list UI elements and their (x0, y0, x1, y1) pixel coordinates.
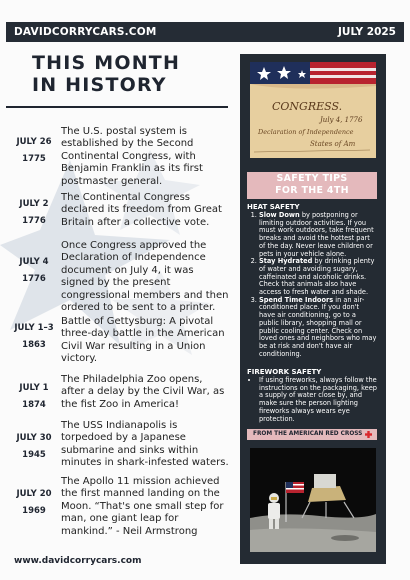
declaration-flag-image (250, 62, 376, 158)
list-item: 1. Slow Down by postponing or limiting outdoor activities. If you must work outdoors, take frequent breaks and avoid the hottest part of the day. Never leave children or pets in your vehicle alone. (259, 212, 377, 258)
list-item: 3. Spend Time Indoors in an air-conditioned place. If you don't have air conditioning, go to a public library, shopping mall or public cooling center. Check on loved ones and neighbors who may be at risk and don't have air conditioning. (259, 297, 377, 359)
event-text: The Apollo 11 mission achieved the first manned landing on the Moon. “That's one small step for man, one giant leap for mankind.” - Neil Armstrong (61, 476, 224, 537)
page-title (32, 52, 180, 96)
event-date: JULY 1–3 1863 (14, 323, 54, 350)
event-date: JULY 26 1775 (16, 137, 52, 164)
header-bar (6, 22, 404, 42)
event-date: JULY 20 1969 (16, 489, 52, 516)
footer-website-link[interactable]: www.davidcorrycars.com (14, 556, 142, 566)
site-name: DAVIDCORRYCARS.COM (14, 26, 157, 38)
title-line-1: THIS MONTH (32, 52, 181, 74)
heat-safety-title: HEAT SAFETY (247, 203, 300, 211)
event-text: The Continental Congress declared its freedom from Great Britain after a collective vote. (61, 192, 222, 228)
credit-text: FROM THE AMERICAN RED CROSS (253, 431, 363, 437)
event-text: Once Congress approved the Declaration of Independence document on July 4, it was signed by the present congressional members and then ordered to be sent to a printer. (61, 240, 229, 314)
title-line-2: IN HISTORY (32, 74, 167, 96)
firework-safety-title: FIREWORK SAFETY (247, 368, 322, 376)
issue-month: JULY 2025 (338, 26, 396, 38)
svg-text:July 4, 1776: July 4, 1776 (320, 116, 363, 124)
svg-text:States of Am: States of Am (310, 140, 356, 148)
event-date: JULY 4 1776 (19, 257, 49, 284)
moon-landing-image (250, 448, 376, 552)
safety-tips-heading: SAFETY TIPS FOR THE 4TH (247, 172, 377, 199)
svg-text:CONGRESS.: CONGRESS. (272, 100, 343, 113)
event-text: The U.S. postal system is established by the Second Continental Congress, with Benjamin Franklin as its first postmaster general. (61, 126, 203, 187)
red-cross-credit (247, 429, 377, 440)
svg-text:Declaration of Independence: Declaration of Independence (258, 128, 354, 136)
event-date: JULY 2 1776 (19, 199, 49, 226)
event-text: The USS Indianapolis is torpedoed by a Japanese submarine and sinks within minutes in shark-infested waters. (61, 420, 229, 469)
event-date: JULY 30 1945 (16, 433, 52, 460)
heat-safety-section (247, 203, 377, 358)
list-item: 2. Stay Hydrated by drinking plenty of water and avoiding sugary, caffeinated and alcoholic drinks. Check that animals also have access to fresh water and shade. (259, 258, 377, 297)
event-date: JULY 1 1874 (19, 383, 49, 410)
firework-safety-section (247, 368, 377, 423)
red-cross-icon (365, 431, 372, 438)
event-text: The Philadelphia Zoo opens, after a delay by the Civil War, as the fist Zoo in America! (61, 374, 225, 410)
event-text: Battle of Gettysburg: A pivotal three-day battle in the American Civil War resulting in a Union victory. (61, 316, 225, 365)
list-item: • If using fireworks, always follow the instructions on the packaging, keep a supply of water close by, and make sure the person lighting fireworks always wears eye protection. (259, 377, 377, 423)
title-divider (6, 106, 228, 108)
firework-safety-list (247, 377, 377, 423)
heat-safety-list (247, 212, 377, 358)
